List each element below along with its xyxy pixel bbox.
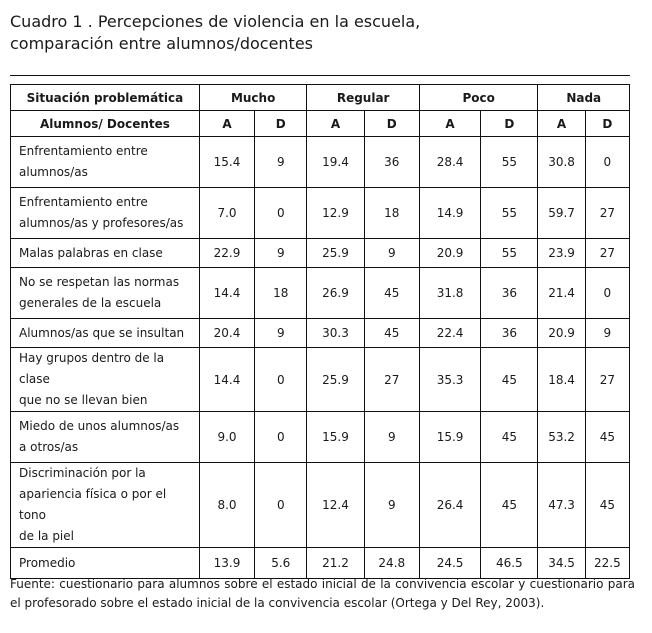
cell-regular-a: 25.9 — [307, 348, 364, 412]
cell-nada-a: 34.5 — [538, 548, 585, 579]
row-label-line: Malas palabras en clase — [19, 245, 163, 260]
cell-mucho-d: 9 — [255, 137, 307, 188]
violence-perception-table — [10, 84, 630, 579]
cell-mucho-a: 15.4 — [199, 137, 254, 188]
row-label-line: Promedio — [19, 555, 76, 570]
cell-regular-d: 45 — [364, 268, 419, 319]
cell-mucho-a: 7.0 — [199, 188, 254, 239]
row-label — [11, 239, 200, 268]
caption-line-2: comparación entre alumnos/docentes — [10, 34, 313, 53]
cell-poco-d: 45 — [481, 463, 538, 548]
cell-poco-a: 26.4 — [419, 463, 480, 548]
cell-poco-a: 14.9 — [419, 188, 480, 239]
cell-regular-d: 36 — [364, 137, 419, 188]
table-row — [11, 268, 630, 319]
header-group-nada: Nada — [538, 85, 630, 111]
table-row — [11, 463, 630, 548]
cell-poco-d: 36 — [481, 319, 538, 348]
cell-poco-a: 15.9 — [419, 412, 480, 463]
cell-nada-a: 59.7 — [538, 188, 585, 239]
cell-regular-d: 27 — [364, 348, 419, 412]
row-label-line: Miedo de unos alumnos/as — [19, 419, 180, 433]
cell-poco-d: 55 — [481, 188, 538, 239]
cell-nada-a: 18.4 — [538, 348, 585, 412]
cell-regular-d: 18 — [364, 188, 419, 239]
cell-mucho-d: 0 — [255, 348, 307, 412]
cell-mucho-a: 13.9 — [199, 548, 254, 579]
cell-nada-d: 27 — [585, 188, 629, 239]
cell-poco-a: 31.8 — [419, 268, 480, 319]
header-a: A — [199, 111, 254, 137]
cell-regular-a: 30.3 — [307, 319, 364, 348]
cell-regular-a: 25.9 — [307, 239, 364, 268]
cell-mucho-d: 9 — [255, 239, 307, 268]
cell-mucho-d: 0 — [255, 463, 307, 548]
header-d: D — [481, 111, 538, 137]
cell-nada-a: 23.9 — [538, 239, 585, 268]
cell-poco-a: 28.4 — [419, 137, 480, 188]
header-row-groups — [11, 85, 630, 111]
cell-mucho-d: 5.6 — [255, 548, 307, 579]
cell-mucho-a: 22.9 — [199, 239, 254, 268]
table-row — [11, 239, 630, 268]
table-row — [11, 137, 630, 188]
row-label-line: Enfrentamiento entre — [19, 195, 148, 209]
cell-poco-a: 22.4 — [419, 319, 480, 348]
cell-nada-a: 30.8 — [538, 137, 585, 188]
row-label — [11, 319, 200, 348]
cell-nada-d: 45 — [585, 412, 629, 463]
row-label-line: generales de la escuela — [19, 296, 162, 310]
cell-regular-d: 45 — [364, 319, 419, 348]
cell-nada-d: 0 — [585, 137, 629, 188]
cell-regular-d: 9 — [364, 239, 419, 268]
row-label — [11, 412, 200, 463]
table-caption — [10, 11, 630, 55]
cell-nada-a: 47.3 — [538, 463, 585, 548]
cell-nada-d: 9 — [585, 319, 629, 348]
cell-regular-a: 26.9 — [307, 268, 364, 319]
cell-poco-a: 20.9 — [419, 239, 480, 268]
header-respondents: Alumnos/ Docentes — [11, 111, 200, 137]
cell-nada-a: 53.2 — [538, 412, 585, 463]
cell-regular-a: 15.9 — [307, 412, 364, 463]
row-label-line: a otros/as — [19, 440, 79, 454]
row-label — [11, 548, 200, 579]
header-a: A — [419, 111, 480, 137]
header-group-regular: Regular — [307, 85, 420, 111]
header-d: D — [364, 111, 419, 137]
cell-regular-d: 24.8 — [364, 548, 419, 579]
header-d: D — [585, 111, 629, 137]
cell-mucho-a: 20.4 — [199, 319, 254, 348]
caption-line-1: Cuadro 1 . Percepciones de violencia en la escuela, — [10, 12, 421, 31]
cell-regular-d: 9 — [364, 463, 419, 548]
row-label-line: Hay grupos dentro de la clase — [19, 351, 165, 386]
cell-mucho-d: 0 — [255, 412, 307, 463]
table-row — [11, 348, 630, 412]
header-group-poco: Poco — [419, 85, 538, 111]
row-label — [11, 188, 200, 239]
cell-poco-d: 55 — [481, 137, 538, 188]
table-row — [11, 319, 630, 348]
average-row — [11, 548, 630, 579]
cell-mucho-a: 14.4 — [199, 268, 254, 319]
row-label — [11, 463, 200, 548]
row-label-line: apariencia física o por el tono — [19, 487, 167, 522]
row-label-line: alumnos/as — [19, 165, 88, 179]
row-label-line: de la piel — [19, 529, 74, 543]
caption-rule — [10, 75, 630, 76]
cell-mucho-a: 8.0 — [199, 463, 254, 548]
header-row-respondents — [11, 111, 630, 137]
cell-poco-a: 24.5 — [419, 548, 480, 579]
header-situation: Situación problemática — [11, 85, 200, 111]
cell-regular-a: 12.4 — [307, 463, 364, 548]
header-a: A — [538, 111, 585, 137]
source-note: Fuente: cuestionario para alumnos sobre el estado inicial de la convivencia escolar y cuestionario para el profesorado sobre el estado inicial de la convivencia escolar (Ortega y Del Rey, 2003). — [10, 577, 635, 610]
table-row — [11, 412, 630, 463]
cell-regular-d: 9 — [364, 412, 419, 463]
cell-nada-d: 45 — [585, 463, 629, 548]
cell-mucho-d: 0 — [255, 188, 307, 239]
cell-poco-d: 55 — [481, 239, 538, 268]
cell-nada-d: 0 — [585, 268, 629, 319]
header-a: A — [307, 111, 364, 137]
cell-poco-d: 45 — [481, 412, 538, 463]
cell-regular-a: 19.4 — [307, 137, 364, 188]
cell-nada-d: 22.5 — [585, 548, 629, 579]
cell-nada-a: 20.9 — [538, 319, 585, 348]
row-label-line: alumnos/as y profesores/as — [19, 216, 184, 230]
row-label — [11, 137, 200, 188]
table-row — [11, 188, 630, 239]
row-label-line: Discriminación por la — [19, 466, 146, 480]
header-d: D — [255, 111, 307, 137]
row-label — [11, 268, 200, 319]
cell-poco-a: 35.3 — [419, 348, 480, 412]
row-label-line: No se respetan las normas — [19, 275, 180, 289]
cell-mucho-a: 9.0 — [199, 412, 254, 463]
cell-mucho-d: 9 — [255, 319, 307, 348]
cell-regular-a: 21.2 — [307, 548, 364, 579]
row-label-line: Alumnos/as que se insultan — [19, 325, 185, 340]
row-label-line: Enfrentamiento entre — [19, 144, 148, 158]
cell-nada-d: 27 — [585, 348, 629, 412]
header-group-mucho: Mucho — [199, 85, 307, 111]
row-label — [11, 348, 200, 412]
cell-poco-d: 36 — [481, 268, 538, 319]
row-label-line: que no se llevan bien — [19, 393, 148, 407]
cell-nada-d: 27 — [585, 239, 629, 268]
cell-poco-d: 45 — [481, 348, 538, 412]
cell-regular-a: 12.9 — [307, 188, 364, 239]
cell-poco-d: 46.5 — [481, 548, 538, 579]
cell-nada-a: 21.4 — [538, 268, 585, 319]
cell-mucho-a: 14.4 — [199, 348, 254, 412]
cell-mucho-d: 18 — [255, 268, 307, 319]
